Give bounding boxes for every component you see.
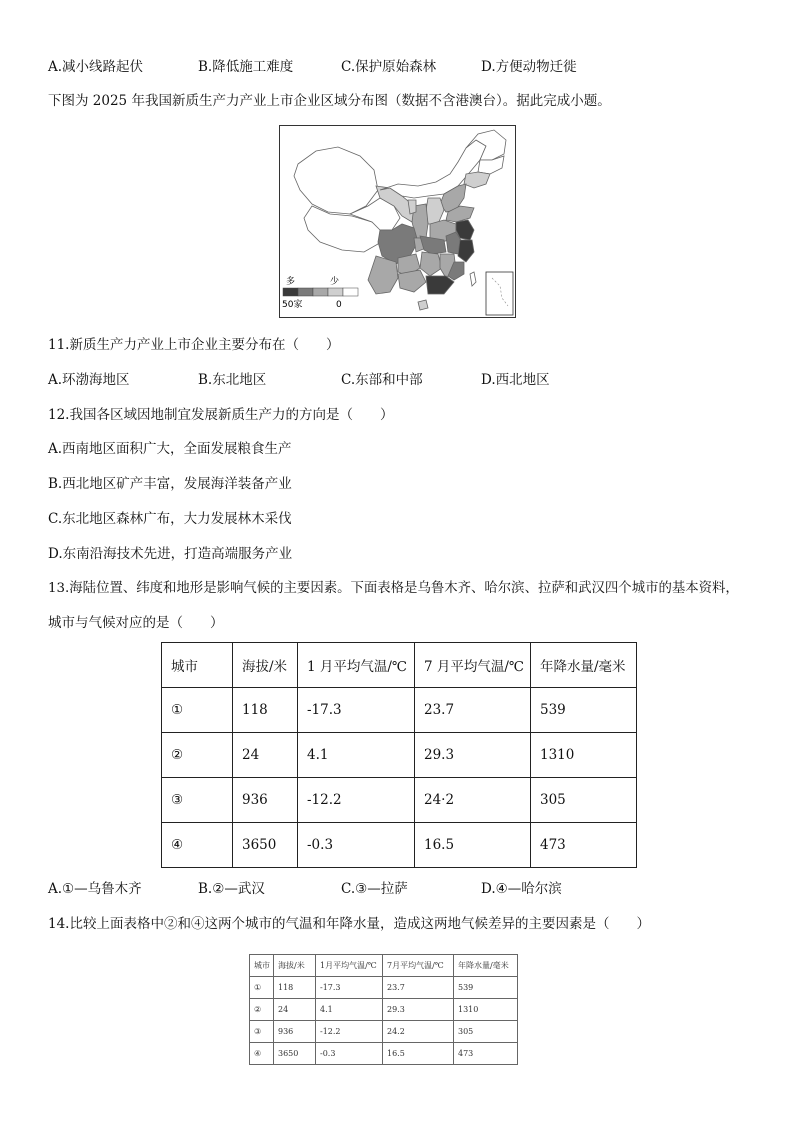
climate-table-small [249,954,518,1065]
q13-stem-line1: 13.海陆位置、纬度和地形是影响气候的主要因素。下面表格是乌鲁木齐、哈尔滨、拉萨和武汉四个城市的基本资料， [48,581,739,596]
cell: 16.5 [415,823,531,868]
table-row [250,977,518,999]
legend-swatch-4 [328,288,343,296]
cell: ① [162,688,233,733]
cell: ② [250,999,274,1021]
region-guangxi [398,270,426,292]
q14-stem: 14.比较上面表格中②和④这两个城市的气温和年降水量，造成这两地气候差异的主要因素是（ ） [48,916,650,932]
cell: 1310 [454,999,518,1021]
cell: 3650 [233,823,298,868]
legend-min: 0 [336,300,342,310]
cell: -0.3 [298,823,415,868]
region-inner-mongolia [380,140,486,198]
table-row [162,778,637,823]
header-city: 城市 [250,955,274,977]
option-b[interactable]: B.东北地区 [198,372,267,388]
region-guangdong [426,276,454,294]
legend-swatch-1 [283,288,298,296]
cell: 24 [274,999,316,1021]
cell: 24.2 [383,1021,454,1043]
cell: 473 [531,823,637,868]
legend-swatch-2 [298,288,313,296]
table-row [250,1043,518,1065]
option-a[interactable]: A.减小线路起伏 [48,59,144,75]
header-jul-temp: 7月平均气温/℃ [383,955,454,977]
map-svg [280,126,515,317]
table-row [250,999,518,1021]
q12-option-d[interactable]: D.东南沿海技术先进，打造高端服务产业 [48,546,293,562]
region-taiwan [470,272,476,286]
legend-max: 50家 [282,300,303,310]
cell: 29.3 [415,733,531,778]
header-precip: 年降水量/毫米 [531,643,637,688]
option-d[interactable]: D.④—哈尔滨 [481,881,562,897]
cell: 24·2 [415,778,531,823]
table-row [250,1021,518,1043]
cell: 936 [233,778,298,823]
cell: 16.5 [383,1043,454,1065]
legend-swatch-5 [343,288,358,296]
cell: -17.3 [316,977,383,999]
cell: 1310 [531,733,637,778]
region-zhejiang [458,240,474,262]
cell: 23.7 [383,977,454,999]
header-precip: 年降水量/毫米 [454,955,518,977]
legend-swatch-3 [313,288,328,296]
q11-options [48,371,748,389]
cell: 23.7 [415,688,531,733]
option-d[interactable]: D.西北地区 [481,372,550,388]
material-intro: 下图为 2025 年我国新质生产力产业上市企业区域分布图（数据不含港澳台）。据此完成小题。 [48,93,611,109]
legend-less: 少 [330,277,340,287]
q12-option-a[interactable]: A.西南地区面积广大，全面发展粮食生产 [48,441,292,457]
q12-stem: 12.我国各区域因地制宜发展新质生产力的方向是（ ） [48,407,394,423]
table-row [162,688,637,733]
cell: 539 [454,977,518,999]
region-xinjiang [294,147,378,214]
option-d[interactable]: D.方便动物迁徙 [481,59,577,75]
region-liaoning [464,172,490,188]
q11-stem: 11.新质生产力产业上市企业主要分布在（ ） [48,337,340,353]
header-jan-temp: 1月平均气温/℃ [316,955,383,977]
header-jan-temp: 1 月平均气温/℃ [298,643,415,688]
header-city: 城市 [162,643,233,688]
cell: 305 [454,1021,518,1043]
cell: ② [162,733,233,778]
china-distribution-map [279,125,516,318]
cell: 539 [531,688,637,733]
cell: ④ [250,1043,274,1065]
cell: 3650 [274,1043,316,1065]
q13-stem-line2: 城市与气候对应的是（ ） [48,615,224,631]
q10-options [48,58,748,76]
option-b[interactable]: B.②—武汉 [198,881,265,897]
legend-more: 多 [286,277,296,287]
region-hunan [420,252,442,276]
cell: -0.3 [316,1043,383,1065]
cell: 936 [274,1021,316,1043]
cell: 305 [531,778,637,823]
region-yunnan [368,256,398,294]
q13-options [48,880,748,898]
cell: ④ [162,823,233,868]
header-altitude: 海拔/米 [233,643,298,688]
cell: 4.1 [316,999,383,1021]
south-china-sea-inset [486,272,513,315]
table-header-row [162,643,637,688]
table-row [162,733,637,778]
cell: 118 [233,688,298,733]
region-shanxi [426,198,444,224]
table-row [162,823,637,868]
cell: 24 [233,733,298,778]
cell: -12.2 [298,778,415,823]
header-jul-temp: 7 月平均气温/℃ [415,643,531,688]
option-c[interactable]: C.③—拉萨 [341,881,408,897]
option-a[interactable]: A.①—乌鲁木齐 [48,881,142,897]
option-c[interactable]: C.保护原始森林 [341,59,437,75]
option-b[interactable]: B.降低施工难度 [198,59,294,75]
table-header-row [250,955,518,977]
region-hainan [418,300,428,310]
cell: 4.1 [298,733,415,778]
q12-option-b[interactable]: B.西北地区矿产丰富，发展海洋装备产业 [48,476,292,492]
climate-table [161,642,637,868]
cell: ③ [250,1021,274,1043]
option-a[interactable]: A.环渤海地区 [48,372,130,388]
cell: -17.3 [298,688,415,733]
q12-option-c[interactable]: C.东北地区森林广布，大力发展林木采伐 [48,511,292,527]
cell: 118 [274,977,316,999]
cell: 473 [454,1043,518,1065]
cell: -12.2 [316,1021,383,1043]
header-altitude: 海拔/米 [274,955,316,977]
cell: ③ [162,778,233,823]
cell: ① [250,977,274,999]
cell: 29.3 [383,999,454,1021]
option-c[interactable]: C.东部和中部 [341,372,423,388]
